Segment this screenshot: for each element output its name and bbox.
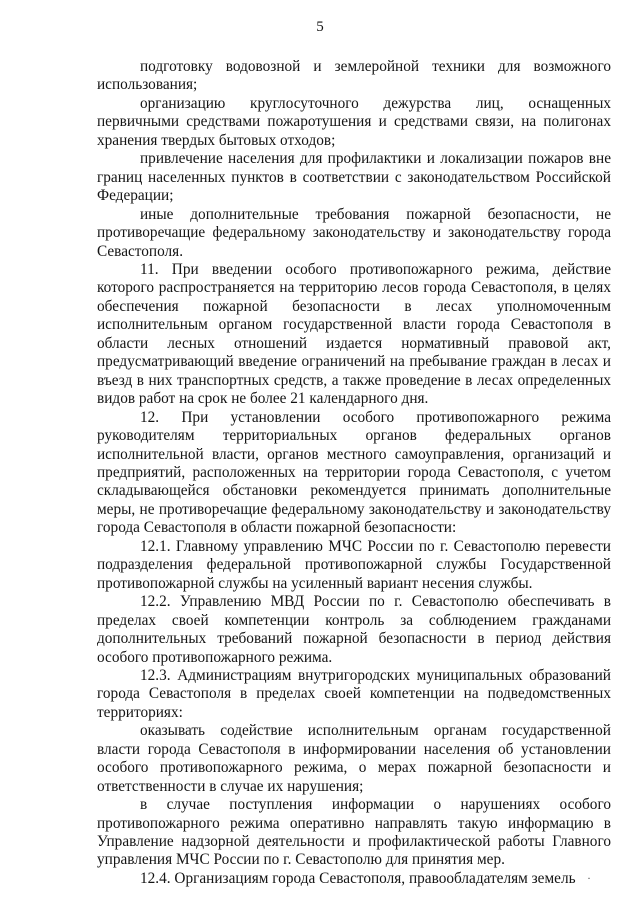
paragraph-round-the-clock-duty: организацию круглосуточного дежурства лиц, оснащенных первичными средствами пожаротушения и средствами связи, на полигонах хранения твердых бытовых отходов; <box>97 94 611 149</box>
paragraph-public-information: оказывать содействие исполнительным органам государственной власти города Севастополя в информировании населения об установлении особого противопожарного режима, о мерах пожарной безопасности и ответственности в случае их нарушения; <box>97 722 611 795</box>
paragraph-11-forest-restrictions: 11. При введении особого противопожарного режима, действие которого распространяется на территорию лесов города Севастополя, в целях обеспечения пожарной безопасности в лесах уполномоченным исполнительным органом государственной власти города Севастополя в области лесных отношений издается нормативный правовой акт, предусматривающий введение ограничений на пребывание граждан в лесах и въезд в них транспортных средств, а также проведение в лесах определенных видов работ на срок не более 21 календарного дня. <box>97 260 611 408</box>
paragraph-12-3-municipal-administrations: 12.3. Администрациям внутригородских муниципальных образований города Севастополя в пределах своей компетенции на подведомственных территориях: <box>97 666 611 721</box>
paragraph-12-additional-measures: 12. При установлении особого противопожарного режима руководителям территориальных органов федеральных органов исполнительной власти, органов местного самоуправления, организаций и предприятий, расположенных на территории города Севастополя, с учетом складывающейся обстановки рекомендуется принимать дополнительные меры, не противоречащие федеральному законодательству и законодательству города Севастополя в области пожарной безопасности: <box>97 408 611 537</box>
paragraph-violation-reporting: в случае поступления информации о нарушениях особого противопожарного режима оперативно направлять такую информацию в Управление надзорной деятельности и профилактической работы Главного управления МЧС России по г. Севастополю для принятия мер. <box>97 796 611 869</box>
paragraph-12-1-mchs: 12.1. Главному управлению МЧС России по г. Севастополю перевести подразделения федеральной противопожарной службы Государственной противопожарной службы на усиленный вариант несения службы. <box>97 537 611 592</box>
paragraph-water-equipment: подготовку водовозной и землеройной техники для возможного использования; <box>97 58 611 94</box>
paragraph-12-4-organizations: 12.4. Организациям города Севастополя, правообладателям земель <box>140 869 576 887</box>
paragraph-public-involvement: привлечение населения для профилактики и локализации пожаров вне границ населенных пунктов в соответствии с законодательством Российской Федерации; <box>97 150 611 205</box>
scan-speck: · <box>587 871 591 885</box>
paragraph-12-2-mvd: 12.2. Управлению МВД России по г. Севастополю обеспечивать в пределах своей компетенции контроль за соблюдением гражданами дополнительных требований пожарной безопасности в период действия особого противопожарного режима. <box>97 593 611 666</box>
paragraph-other-requirements: иные дополнительные требования пожарной безопасности, не противоречащие федеральному законодательству и законодательству города Севастополя. <box>97 205 611 260</box>
document-body <box>97 58 611 888</box>
page-number: 5 <box>316 19 324 35</box>
